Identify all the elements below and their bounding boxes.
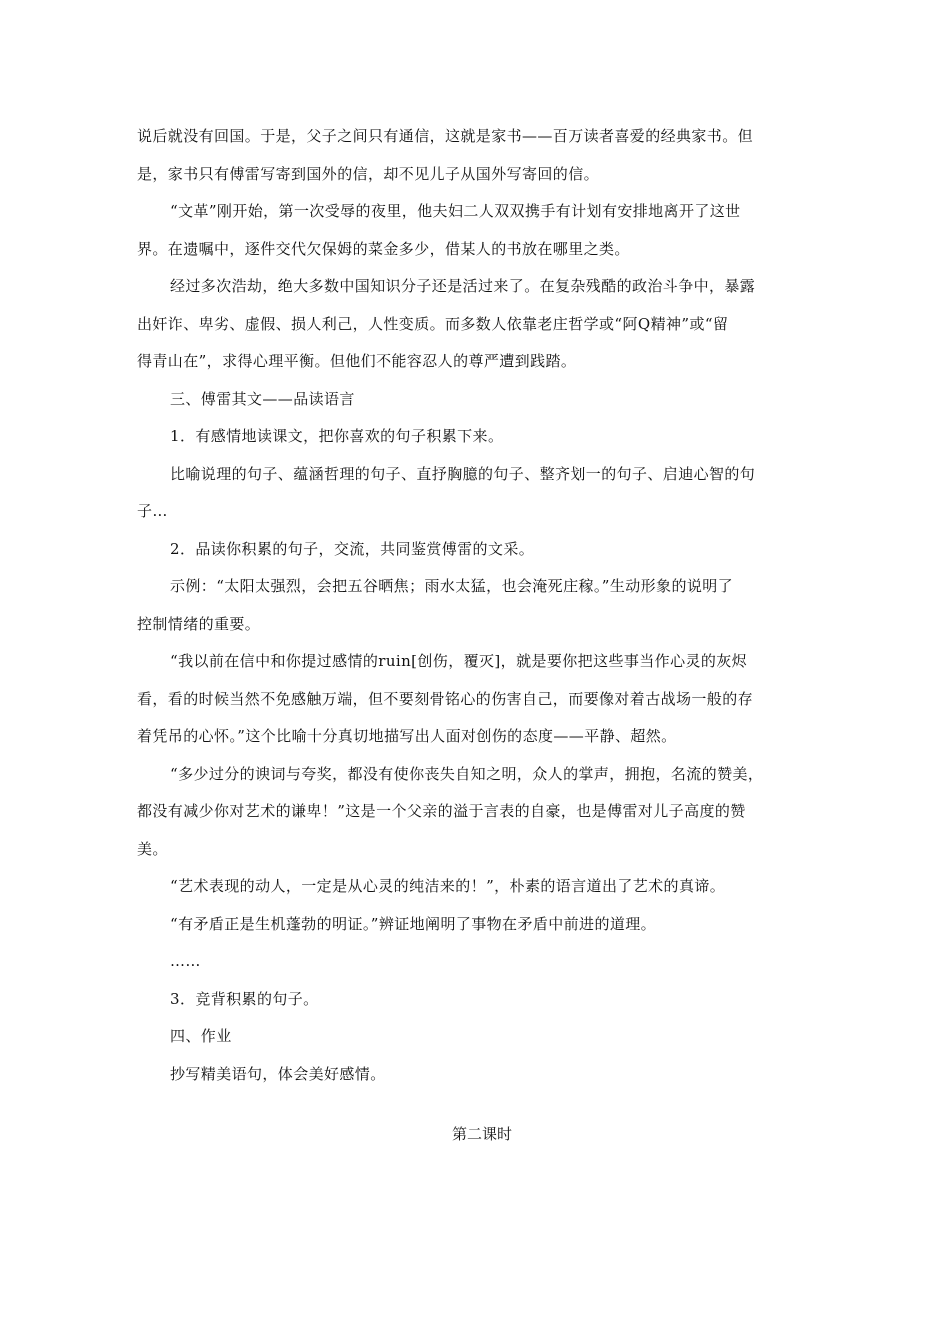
text-line: …… [170, 952, 201, 970]
text-line: 1．有感情地读课文，把你喜欢的句子积累下来。 [170, 427, 504, 445]
text-line: 美。 [137, 839, 168, 858]
text-line: 看，看的时候当然不免感触万端，但不要刻骨铭心的伤害自己，而要像对着古战场一般的存 [137, 689, 754, 708]
text-line: 四、作业 [170, 1027, 232, 1045]
text-line: 经过多次浩劫，绝大多数中国知识分子还是活过来了。在复杂残酷的政治斗争中，暴露 [170, 277, 756, 295]
text-line: 说后就没有回国。于是，父子之间只有通信，这就是家书——百万读者喜爱的经典家书。但 [137, 127, 754, 145]
document-body [137, 118, 827, 1093]
document-page [137, 118, 827, 1153]
text-line: “我以前在信中和你提过感情的ruin[创伤，覆灭]，就是要你把这些事当作心灵的灰烬 [170, 652, 748, 670]
text-line: 子… [137, 502, 168, 520]
text-line: 抄写精美语句，体会美好感情。 [170, 1064, 386, 1083]
text-line: “艺术表现的动人，一定是从心灵的纯洁来的！”，朴素的语言道出了艺术的真谛。 [170, 877, 726, 895]
text-line: 是，家书只有傅雷写寄到国外的信，却不见儿子从国外写寄回的信。 [137, 164, 600, 183]
text-line: 界。在遗嘱中，逐件交代欠保姆的菜金多少，借某人的书放在哪里之类。 [137, 239, 630, 258]
text-line: 3．竞背积累的句子。 [170, 989, 319, 1008]
text-line: 控制情绪的重要。 [137, 614, 261, 633]
section-heading: 第二课时 [451, 1125, 512, 1143]
text-line: “文革”刚开始，第一次受辱的夜里，他夫妇二人双双携手有计划有安排地离开了这世 [170, 202, 741, 220]
text-line: 示例：“太阳太强烈，会把五谷晒焦；雨水太猛，也会淹死庄稼。”生动形象的说明了 [170, 577, 734, 595]
text-line: 着凭吊的心怀。”这个比喻十分真切地描写出人面对创伤的态度——平静、超然。 [137, 727, 677, 745]
text-line: “多少过分的谀词与夸奖，都没有使你丧失自知之明，众人的掌声，拥抱，名流的赞美， [170, 764, 764, 783]
text-line: 三、傅雷其文——品读语言 [170, 389, 355, 408]
text-line: “有矛盾正是生机蓬勃的明证。”辨证地阐明了事物在矛盾中前进的道理。 [170, 914, 657, 933]
text-line: 得青山在”，求得心理平衡。但他们不能容忍人的尊严遭到践踏。 [137, 352, 577, 370]
text-line: 出奸诈、卑劣、虚假、损人利己，人性变质。而多数人依靠老庄哲学或“阿Q精神”或“留 [137, 314, 729, 333]
text-line: 比喻说理的句子、蕴涵哲理的句子、直抒胸臆的句子、整齐划一的句子、启迪心智的句 [170, 464, 756, 483]
text-line: 都没有减少你对艺术的谦卑！”这是一个父亲的溢于言表的自豪，也是傅雷对儿子高度的赞 [137, 802, 746, 820]
text-line: 2．品读你积累的句子，交流，共同鉴赏傅雷的文采。 [170, 539, 535, 558]
